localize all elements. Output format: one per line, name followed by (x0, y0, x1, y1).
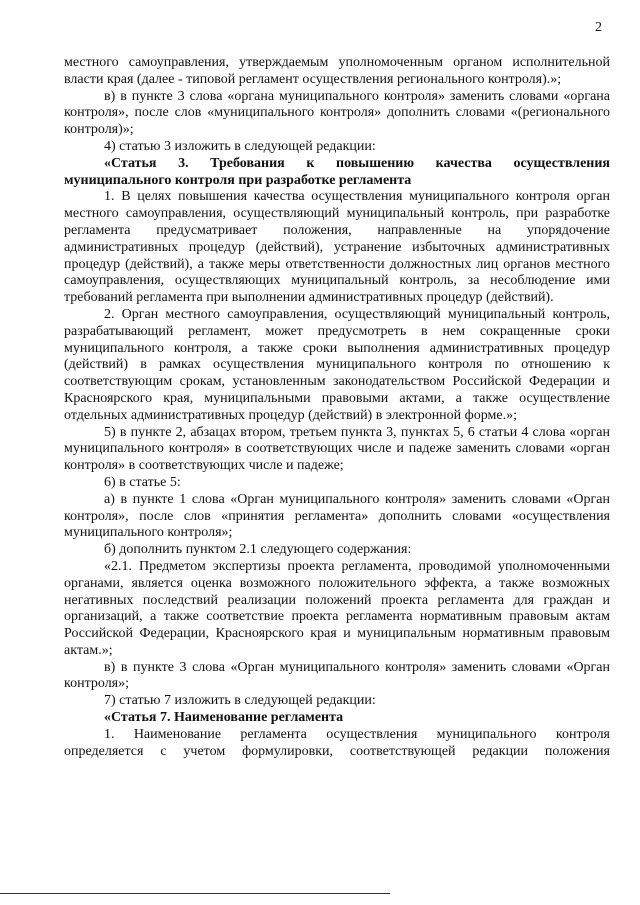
article-heading: «Статья 7. Наименование регламента (104, 710, 344, 726)
paragraph: 7) статью 7 изложить в следующей редакции: (104, 693, 376, 709)
paragraph: б) дополнить пунктом 2.1 следующего содержания: (104, 542, 412, 558)
paragraph: 1. Наименование регламента осуществления муниципального контроля определяется с учетом формулировки, соответствующей редакции положения (64, 726, 610, 759)
paragraph: 2. Орган местного самоуправления, осуществляющий муниципальный контроль, разрабатывающий регламент, может предусмотреть в нем сокращенные сроки муниципального контроля, а также сроки выполнения административных процедур (действий) в рамках осуществления муниципального контроля по отношению к соответствующим срокам, установленным законодательством Российской Федерации и Красноярского края, муниципальными правовыми актами, а также осуществление отдельных административных процедур (действий) в электронной форме.»; (64, 306, 610, 423)
paragraph: а) в пункте 1 слова «Орган муниципального контроля» заменить словами «Орган контроля», после слов «принятия регламента» дополнить словами «осуществления муниципального контроля»; (64, 491, 610, 541)
paragraph: 5) в пункте 2, абзацах втором, третьем пункта 3, пунктах 5, 6 статьи 4 слова «орган муниципального контроля» в соответствующих числе и падеже заменить словами «орган контроля» в соответствующих числе и падеже; (64, 424, 610, 474)
bottom-divider (0, 893, 390, 894)
paragraph: в) в пункте 3 слова «Орган муниципального контроля» заменить словами «Орган контроля»; (64, 659, 610, 692)
paragraph: местного самоуправления, утверждаемым уполномоченным органом исполнительной власти края (далее - типовой регламент осуществления регионального контроля).»; (64, 55, 610, 87)
paragraph: 1. В целях повышения качества осуществления муниципального контроля орган местного самоуправления, осуществляющий муниципальный контроль, при разработке регламента предусматривает положения, направленные на упорядочение административных процедур (действий), устранение избыточных административных процедур (действий), а также меры ответственности должностных лиц органов местного самоуправления, осуществляющих муниципальный контроль, за несоблюдение ими требований регламента при выполнении административных процедур (действий). (64, 189, 610, 306)
page-number: 2 (595, 20, 602, 35)
paragraph: 6) в статье 5: (104, 474, 181, 490)
paragraph: 4) статью 3 изложить в следующей редакции: (104, 138, 376, 154)
document-body (64, 55, 610, 760)
paragraph: в) в пункте 3 слова «органа муниципального контроля» заменить словами «органа контроля», после слов «муниципального контроля» дополнить словами «(регионального контроля)»; (64, 88, 610, 138)
paragraph: «2.1. Предметом экспертизы проекта регламента, проводимой уполномоченными органами, является оценка возможного положительного эффекта, а также возможных негативных последствий реализации положений проекта регламента для граждан и организаций, а также соответствие проекта регламента нормативным правовым актам Российской Федерации, Красноярского края и муниципальным нормативным правовым актам.»; (64, 558, 610, 658)
article-heading: «Статья 3. Требования к повышению качества осуществления муниципального контроля при разработке регламента (64, 155, 610, 188)
